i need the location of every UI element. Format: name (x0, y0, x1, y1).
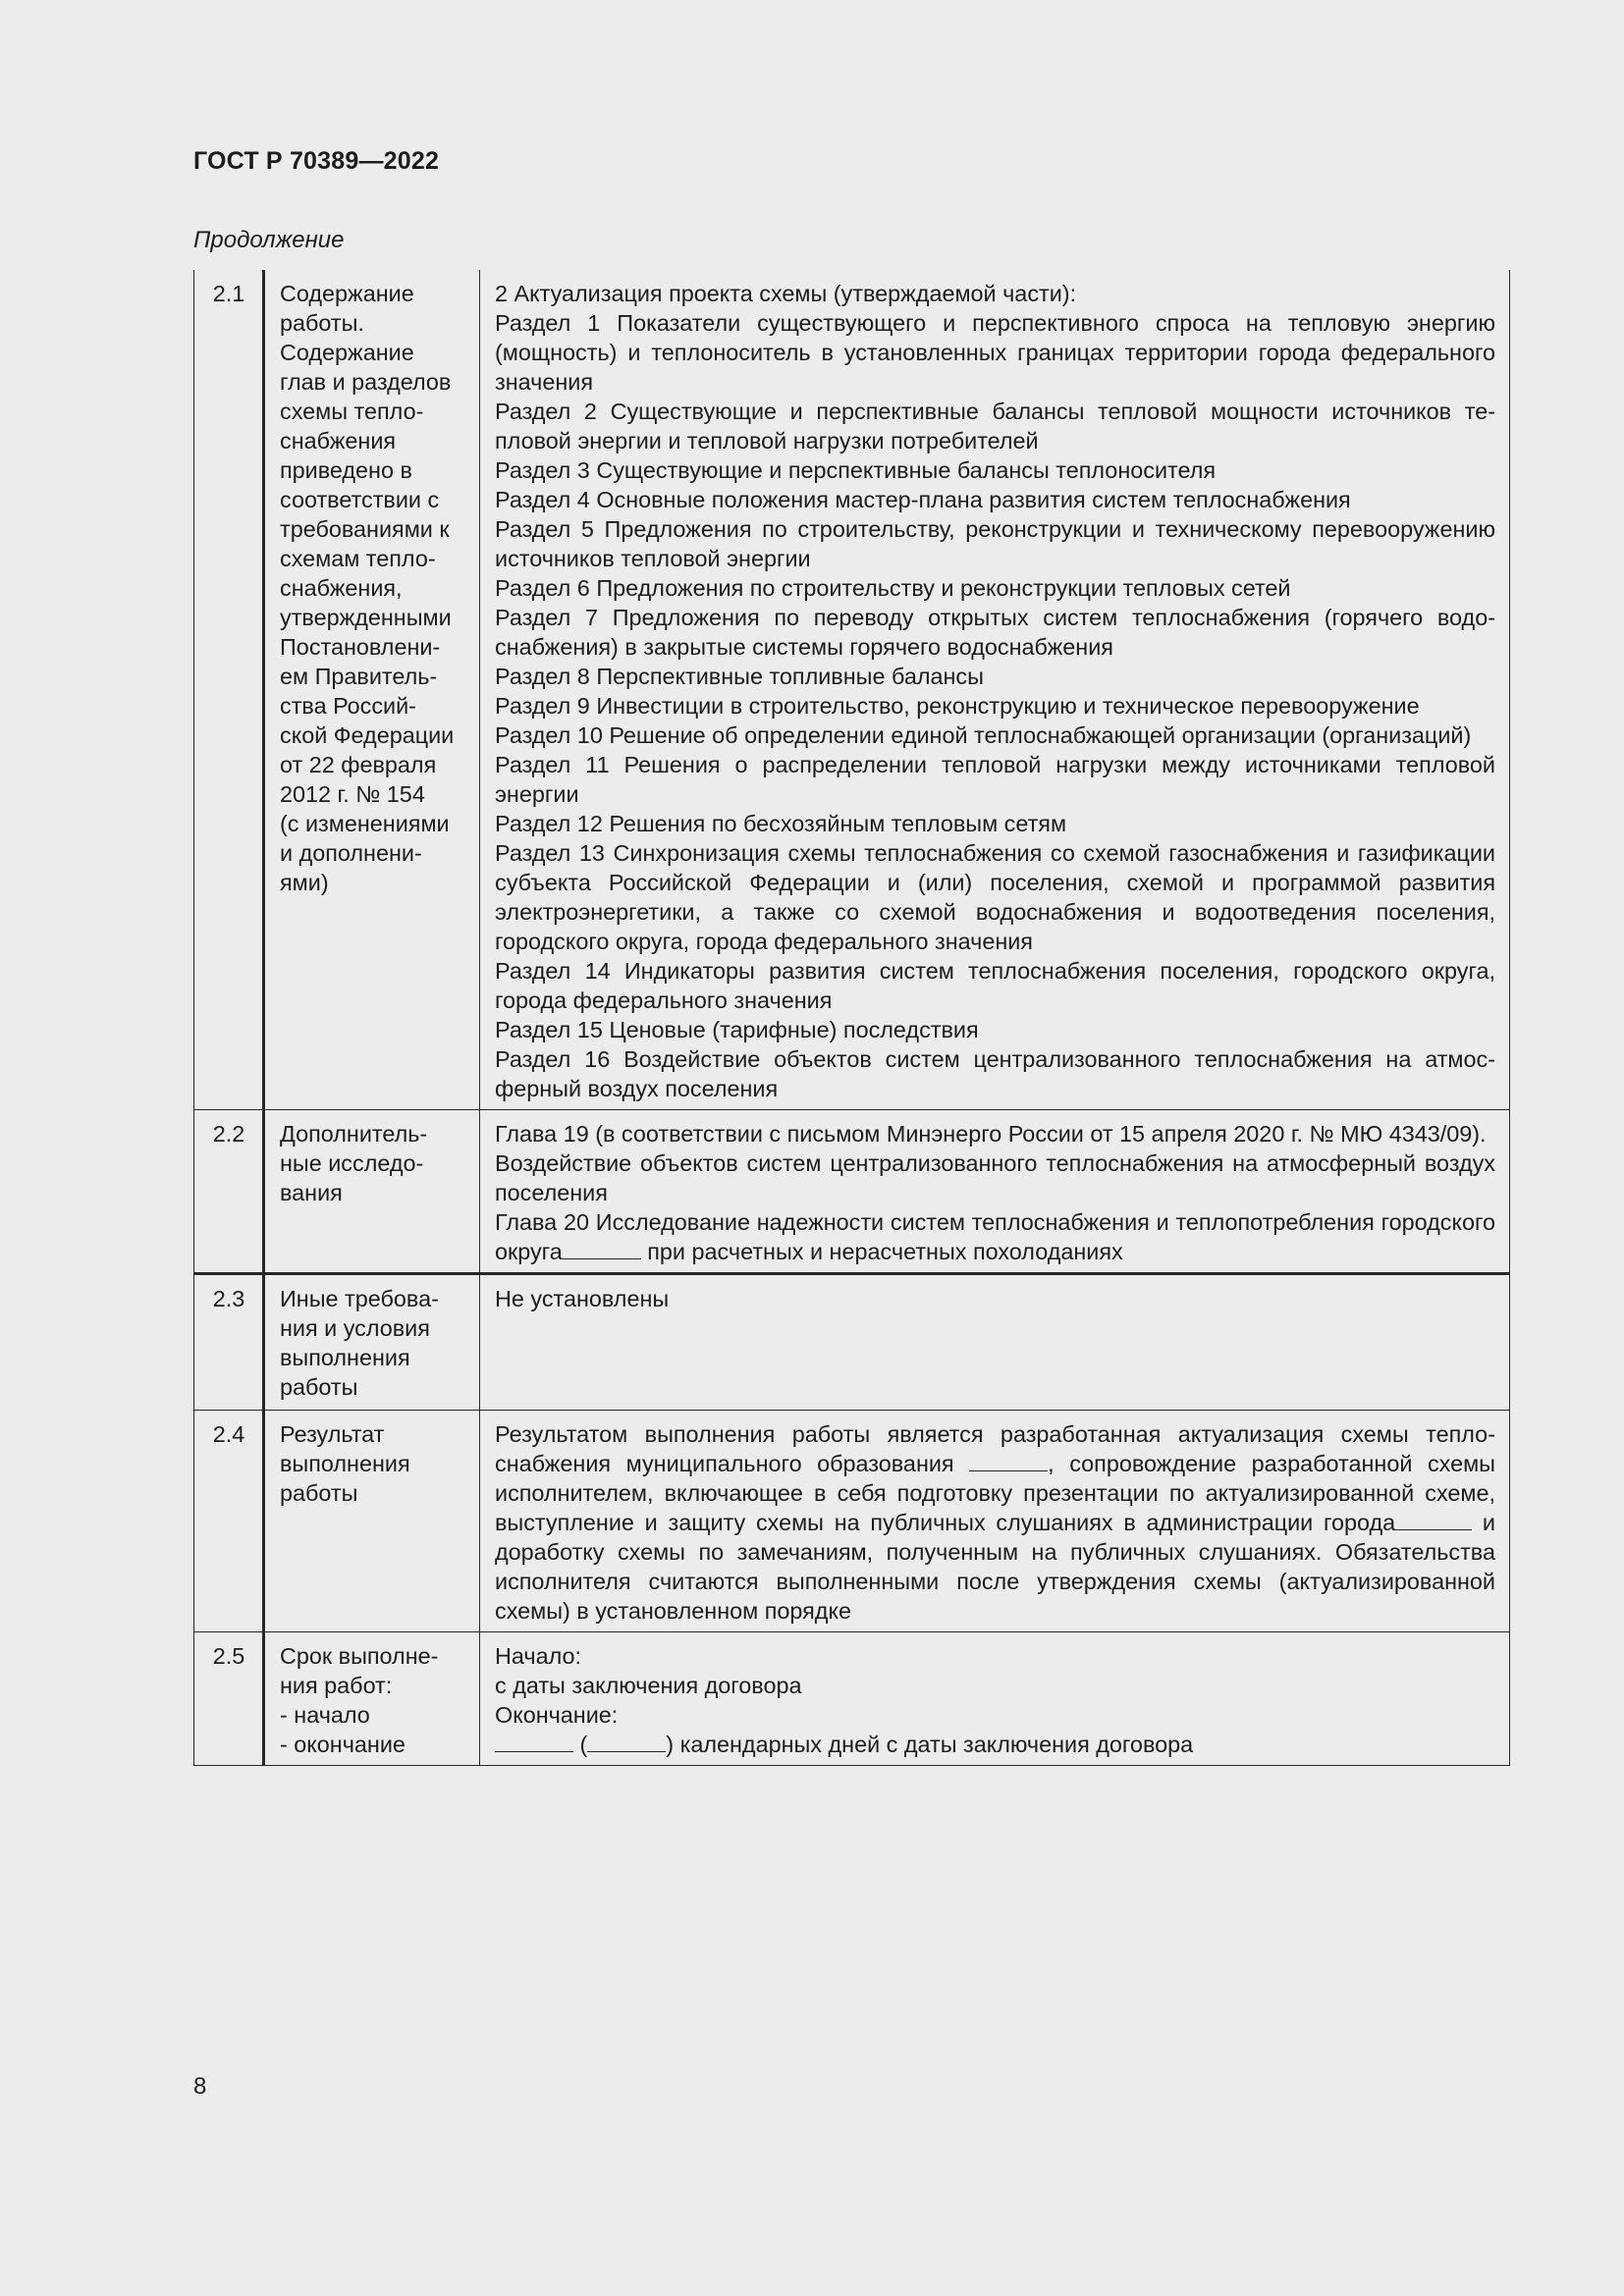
document-code: ГОСТ Р 70389—2022 (193, 147, 440, 175)
content-line: Раздел 16 Воздействие объектов систем централизованного теплоснабжения на атмосферный воздух поселения (495, 1046, 1495, 1101)
row-content (480, 1632, 1510, 1766)
table-row (194, 1110, 1510, 1274)
content-line: Раздел 11 Решения о распределении тепловой нагрузки между источниками тепловой энергии (495, 752, 1495, 807)
row-number: 2.4 (194, 1411, 264, 1632)
content-line: Раздел 14 Индикаторы развития систем теплоснабжения поселения, городского округа, города федерального значения (495, 958, 1495, 1013)
content-line: Раздел 10 Решение об определении единой теплоснабжающей организации (организаций) (495, 722, 1472, 748)
content-line: Раздел 2 Существующие и перспективные балансы тепловой мощности источников тепловой энергии и тепловой нагрузки потребителей (495, 399, 1495, 454)
content-line: Раздел 7 Предложения по переводу открытых систем теплоснабжения (горячего водоснабжения) в закрытые системы горячего водоснабжения (495, 605, 1495, 660)
content-line: Не установлены (495, 1286, 670, 1311)
text-fragment: Результатом выполнения работы является разработанная актуализация схемы теплоснабжения муниципального образования (495, 1421, 1495, 1476)
row-number: 2.1 (194, 270, 264, 1110)
text-fragment: , сопровождение разработанной схемы исполнителем, включающее в себя подготовку презентации по актуализированной схеме, выступление и защиту схемы на публичных слушаниях в администрации города (495, 1451, 1495, 1535)
row-name: Дополнитель- ные исследо- вания (264, 1110, 480, 1274)
table-row (194, 1274, 1510, 1411)
continuation-label: Продолжение (193, 227, 345, 253)
text-fragment: при расчетных и нерасчетных похолоданиях (640, 1239, 1123, 1264)
row-name: Срок выполне- ния работ: - начало - окончание (264, 1632, 480, 1766)
content-line: Раздел 1 Показатели существующего и перспективного спроса на тепловую энергию (мощность) и теплоноситель в установленных границах территории города федерального значения (495, 310, 1495, 395)
content-line: Раздел 15 Ценовые (тарифные) последствия (495, 1017, 979, 1042)
content-line: Раздел 9 Инвестиции в строительство, реконструкцию и техническое перевооружение (495, 693, 1420, 719)
content-line: Раздел 8 Перспективные топливные балансы (495, 664, 984, 689)
content-line (495, 1207, 1495, 1266)
content-line: Раздел 4 Основные положения мастер-плана развития систем теплоснабжения (495, 487, 1351, 512)
row-content (480, 1110, 1510, 1274)
row-number: 2.5 (194, 1632, 264, 1766)
fill-in-blank[interactable] (495, 1732, 573, 1752)
content-line: Начало: (495, 1643, 582, 1669)
content-line: Раздел 13 Синхронизация схемы теплоснабжения со схемой газоснабжения и газификации субъекта Российской Федерации и (или) поселения, схемой и программой развития электроэнергетики, а также со схемой водоснабжения и водоотведения поселения, городского округа, города федерального значения (495, 840, 1495, 954)
text-fragment: Глава 20 Исследование надежности систем теплоснабжения и теплопотребления городского округа (495, 1209, 1495, 1264)
row-name: Содержание работы. Содержание глав и разделов схемы тепло- снабжения приведено в соответствии с требованиями к схемам тепло- снабжения, утвержденными Постановлени- ем Правитель- ства Россий- ской Федерации от 22 февраля 2012 г. № 154 (с изменениями и дополнени- ями) (264, 270, 480, 1110)
content-line: Воздействие объектов систем централизованного теплоснабжения на атмосферный воздух поселения (495, 1150, 1495, 1205)
content-line: Раздел 3 Существующие и перспективные балансы теплоносителя (495, 457, 1217, 483)
page-number: 8 (193, 2073, 207, 2100)
fill-in-blank[interactable] (563, 1239, 641, 1259)
row-content (480, 1274, 1510, 1411)
table-row (194, 1411, 1510, 1632)
text-fragment: ( (573, 1732, 588, 1757)
row-name: Результат выполнения работы (264, 1411, 480, 1632)
fill-in-blank[interactable] (1395, 1510, 1472, 1530)
row-number: 2.3 (194, 1274, 264, 1411)
row-content (480, 270, 1510, 1110)
table-row (194, 1632, 1510, 1766)
content-line (495, 1419, 1495, 1626)
requirements-table (193, 270, 1510, 1766)
content-line: Глава 19 (в соответствии с письмом Минэнерго России от 15 апреля 2020 г. № МЮ 4343/09). (495, 1121, 1487, 1147)
row-name: Иные требова- ния и условия выполнения работы (264, 1274, 480, 1411)
content-line (495, 1730, 1495, 1759)
content-line: с даты заключения договора (495, 1673, 802, 1698)
content-line: Раздел 12 Решения по бесхозяйным тепловым сетям (495, 811, 1067, 836)
text-fragment: и доработку схемы по замечаниям, полученным на публичных слушаниях. Обязательства исполнителя считаются выполненными после утверждения схемы (актуализированной схемы) в установленном порядке (495, 1510, 1495, 1624)
content-line: Раздел 5 Предложения по строительству, реконструкции и техническому перевооружению источников тепловой энергии (495, 516, 1495, 571)
content-line: Окончание: (495, 1702, 619, 1728)
table-row (194, 270, 1510, 1110)
content-line: 2 Актуализация проекта схемы (утверждаемой части): (495, 281, 1077, 306)
row-content (480, 1411, 1510, 1632)
row-number: 2.2 (194, 1110, 264, 1274)
fill-in-blank[interactable] (587, 1732, 666, 1752)
content-line: Раздел 6 Предложения по строительству и реконструкции тепловых сетей (495, 575, 1291, 601)
text-fragment: ) календарных дней с даты заключения договора (666, 1732, 1194, 1757)
fill-in-blank[interactable] (969, 1451, 1048, 1471)
